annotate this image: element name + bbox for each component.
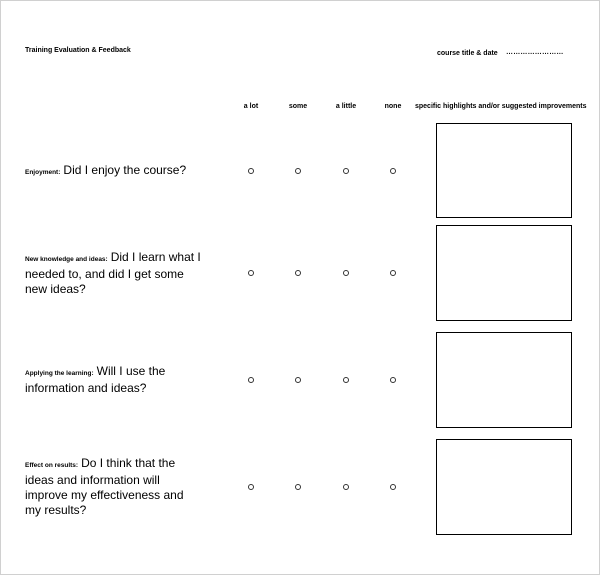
course-title-date-label: course title & date xyxy=(437,50,498,57)
radio-effect-none[interactable] xyxy=(390,484,396,490)
column-header-a-lot: a lot xyxy=(243,103,259,110)
row-question: Did I learn what I needed to, and did I get some new ideas? xyxy=(25,250,201,296)
radio-applying-some[interactable] xyxy=(295,377,301,383)
radio-new-knowledge-some[interactable] xyxy=(295,270,301,276)
row-question: Did I enjoy the course? xyxy=(63,163,187,177)
column-header-none: none xyxy=(384,103,402,110)
highlights-box-effect-on-results[interactable] xyxy=(436,439,572,535)
form-title: Training Evaluation & Feedback xyxy=(25,47,131,54)
column-header-a-little: a little xyxy=(335,103,357,110)
row-label: Effect on results: xyxy=(25,462,79,469)
radio-applying-a-lot[interactable] xyxy=(248,377,254,383)
highlights-box-applying-learning[interactable] xyxy=(436,332,572,428)
question-row-applying-learning xyxy=(25,364,205,396)
radio-effect-a-lot[interactable] xyxy=(248,484,254,490)
radio-applying-a-little[interactable] xyxy=(343,377,349,383)
row-question: Will I use the information and ideas? xyxy=(25,364,166,395)
question-row-new-knowledge xyxy=(25,250,205,297)
radio-new-knowledge-none[interactable] xyxy=(390,270,396,276)
column-header-highlights: specific highlights and/or suggested improvements xyxy=(415,103,587,110)
column-header-some: some xyxy=(288,103,308,110)
radio-enjoyment-a-lot[interactable] xyxy=(248,168,254,174)
question-row-effect-on-results xyxy=(25,456,197,518)
row-question: Do I think that the ideas and information will improve my effectiveness and my results? xyxy=(25,456,184,517)
row-label: Applying the learning: xyxy=(25,370,94,377)
radio-enjoyment-none[interactable] xyxy=(390,168,396,174)
highlights-box-enjoyment[interactable] xyxy=(436,123,572,218)
row-label: New knowledge and ideas: xyxy=(25,256,108,263)
radio-new-knowledge-a-little[interactable] xyxy=(343,270,349,276)
radio-effect-some[interactable] xyxy=(295,484,301,490)
radio-applying-none[interactable] xyxy=(390,377,396,383)
radio-enjoyment-some[interactable] xyxy=(295,168,301,174)
radio-enjoyment-a-little[interactable] xyxy=(343,168,349,174)
radio-effect-a-little[interactable] xyxy=(343,484,349,490)
question-row-enjoyment xyxy=(25,163,205,180)
row-label: Enjoyment: xyxy=(25,169,61,176)
radio-new-knowledge-a-lot[interactable] xyxy=(248,270,254,276)
highlights-box-new-knowledge[interactable] xyxy=(436,225,572,321)
course-title-date-field[interactable]: …………………… xyxy=(506,49,564,56)
